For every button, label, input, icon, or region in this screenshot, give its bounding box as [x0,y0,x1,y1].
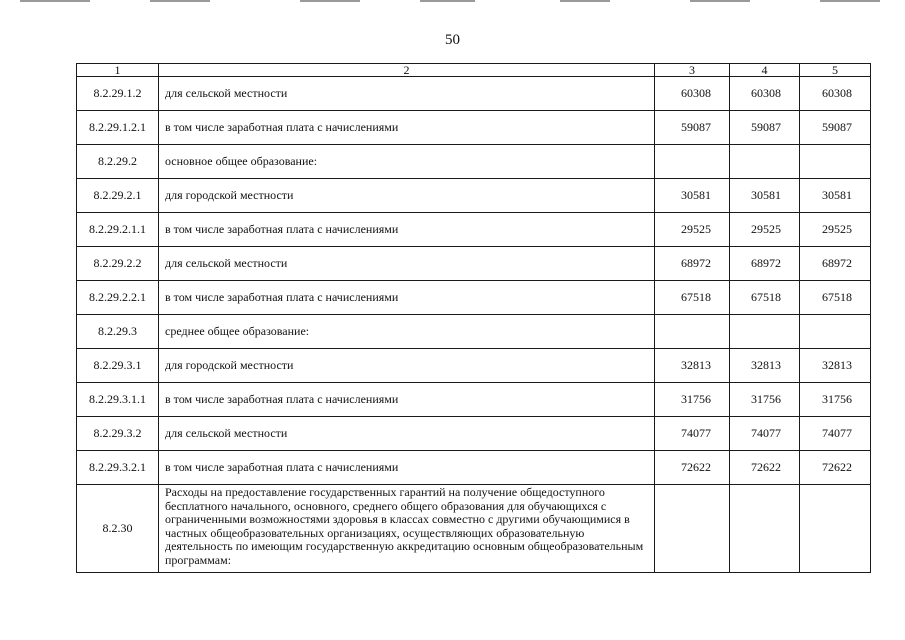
row-code: 8.2.29.2 [77,145,159,179]
row-code: 8.2.29.2.2.1 [77,281,159,315]
column-header-3: 3 [655,64,730,77]
row-code: 8.2.29.2.1.1 [77,213,159,247]
row-value-col5: 74077 [800,417,871,451]
row-value-col3: 29525 [655,213,730,247]
row-value-col4 [730,315,800,349]
row-value-col3: 72622 [655,451,730,485]
row-value-col5 [800,145,871,179]
row-value-col5: 31756 [800,383,871,417]
column-header-1: 1 [77,64,159,77]
row-value-col3: 74077 [655,417,730,451]
table-row [77,213,871,247]
row-code: 8.2.29.2.1 [77,179,159,213]
table-row [77,281,871,315]
row-value-col5: 29525 [800,213,871,247]
row-value-col4 [730,485,800,573]
row-value-col4: 30581 [730,179,800,213]
row-description: в том числе заработная плата с начислениями [159,383,655,417]
table-row [77,145,871,179]
scan-edge-mark [420,0,475,2]
column-header-2: 2 [159,64,655,77]
row-value-col5: 67518 [800,281,871,315]
table-header-row [77,64,871,77]
table-row [77,417,871,451]
row-value-col3: 31756 [655,383,730,417]
column-header-4: 4 [730,64,800,77]
row-description: Расходы на предоставление государственных гарантий на получение общедоступного бесплатного начального, основного, среднего общего образования для обучающихся с ограниченными возможностями здоровья в классах совместно с другими обучающимися в частных общеобразовательных организациях, осуществляющих образовательную деятельность по имеющим государственную аккредитацию основным общеобразовательным программам: [159,485,655,573]
row-description: в том числе заработная плата с начислениями [159,451,655,485]
scan-edge-mark [690,0,750,2]
row-value-col3 [655,315,730,349]
row-value-col4: 72622 [730,451,800,485]
row-code: 8.2.29.3.2.1 [77,451,159,485]
row-code: 8.2.29.3 [77,315,159,349]
row-value-col4: 74077 [730,417,800,451]
scan-edge-mark [150,0,210,2]
row-value-col3 [655,145,730,179]
row-code: 8.2.29.3.2 [77,417,159,451]
row-value-col3: 67518 [655,281,730,315]
row-value-col4 [730,145,800,179]
scan-edge-mark [820,0,880,2]
row-code: 8.2.29.3.1.1 [77,383,159,417]
row-value-col3: 30581 [655,179,730,213]
row-value-col4: 59087 [730,111,800,145]
row-value-col5: 30581 [800,179,871,213]
row-value-col3: 59087 [655,111,730,145]
row-value-col4: 29525 [730,213,800,247]
row-code: 8.2.29.1.2.1 [77,111,159,145]
column-header-5: 5 [800,64,871,77]
row-value-col4: 31756 [730,383,800,417]
row-value-col5 [800,315,871,349]
table-row [77,383,871,417]
row-value-col5: 72622 [800,451,871,485]
row-description: для городской местности [159,349,655,383]
row-value-col3: 60308 [655,77,730,111]
row-description: в том числе заработная плата с начислениями [159,213,655,247]
expenses-table-container [76,63,870,573]
table-row [77,349,871,383]
scan-edge-mark [300,0,360,2]
row-value-col5: 68972 [800,247,871,281]
row-value-col4: 60308 [730,77,800,111]
row-value-col5 [800,485,871,573]
table-row [77,179,871,213]
row-code: 8.2.29.3.1 [77,349,159,383]
row-value-col5: 59087 [800,111,871,145]
table-row [77,111,871,145]
row-code: 8.2.30 [77,485,159,573]
table-row [77,315,871,349]
row-description: для сельской местности [159,77,655,111]
row-value-col3 [655,485,730,573]
table-row [77,451,871,485]
row-value-col3: 68972 [655,247,730,281]
table-row [77,247,871,281]
scan-edge-mark [560,0,610,2]
row-description: для городской местности [159,179,655,213]
table-row [77,485,871,573]
row-description: основное общее образование: [159,145,655,179]
row-value-col5: 32813 [800,349,871,383]
scan-edge-mark [20,0,90,2]
page-number: 50 [445,32,460,48]
row-description: для сельской местности [159,247,655,281]
row-value-col4: 32813 [730,349,800,383]
row-description: для сельской местности [159,417,655,451]
row-value-col3: 32813 [655,349,730,383]
row-description: в том числе заработная плата с начислениями [159,111,655,145]
row-value-col4: 68972 [730,247,800,281]
expenses-table [76,63,871,573]
row-value-col5: 60308 [800,77,871,111]
table-row [77,77,871,111]
row-description: в том числе заработная плата с начислениями [159,281,655,315]
row-value-col4: 67518 [730,281,800,315]
row-description: среднее общее образование: [159,315,655,349]
row-code: 8.2.29.1.2 [77,77,159,111]
row-code: 8.2.29.2.2 [77,247,159,281]
